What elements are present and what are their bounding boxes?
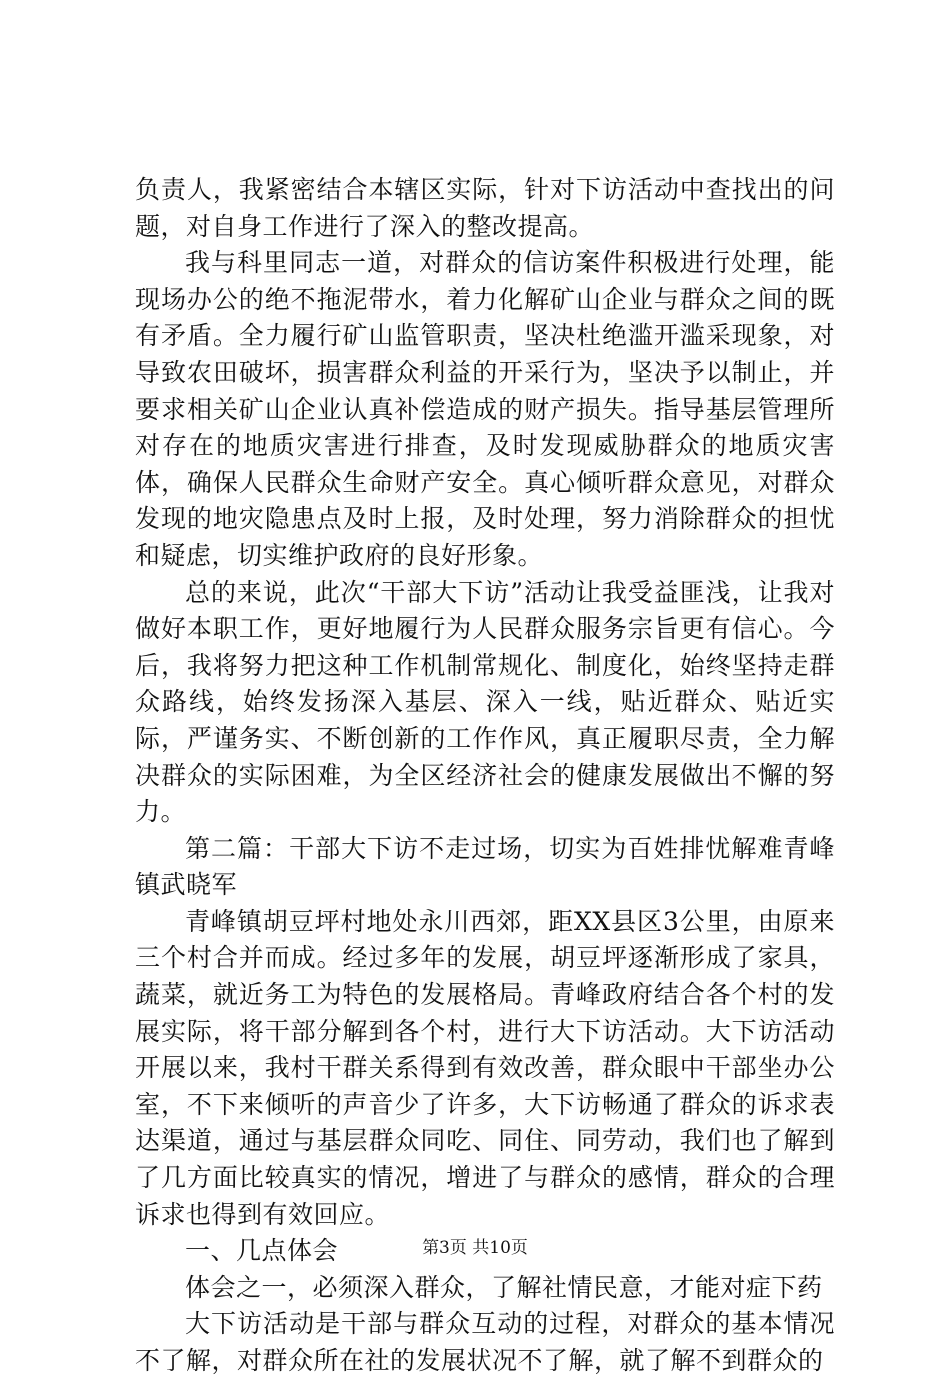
subheading: 体会之一，必须深入群众，了解社情民意，才能对症下药: [185, 1272, 823, 1302]
subheading: 一、几点体会: [185, 1236, 339, 1266]
paragraph: 负责人，我紧密结合本辖区实际，针对下访活动中查找出的问题，对自身工作进行了深入的整改提高。: [135, 175, 835, 241]
paragraph: 青峰镇胡豆坪村地处永川西郊，距XX县区3公里，由原来三个村合并而成。经过多年的发展，胡豆坪逐渐形成了家具，蔬菜，就近务工为特色的发展格局。青峰政府结合各个村的发展实际，将干部分解到各个村，进行大下访活动。大下访活动开展以来，我村干群关系得到有效改善，群众眼中干部坐办公室，不下来倾听的声音少了许多，大下访畅通了群众的诉求表达渠道，通过与基层群众同吃、同住、同劳动，我们也了解到了几方面比较真实的情况，增进了与群众的感情，群众的合理诉求也得到有效回应。: [135, 906, 835, 1229]
document-body: [135, 172, 835, 1380]
paragraph: 大下访活动是干部与群众互动的过程，对群众的基本情况不了解，对群众所在社的发展状况不了解，就了解不到群众的: [135, 1309, 835, 1375]
paragraph: 总的来说，此次“干部大下访”活动让我受益匪浅，让我对做好本职工作，更好地履行为人民群众服务宗旨更有信心。今后，我将努力把这种工作机制常规化、制度化，始终坚持走群众路线，始终发扬深入基层、深入一线，贴近群众、贴近实际，严谨务实、不断创新的工作作风，真正履职尽责，全力解决群众的实际困难，为全区经济社会的健康发展做出不懈的努力。: [135, 577, 835, 827]
paragraph: 我与科里同志一道，对群众的信访案件积极进行处理，能现场办公的绝不拖泥带水，着力化解矿山企业与群众之间的既有矛盾。全力履行矿山监管职责，坚决杜绝滥开滥采现象，对导致农田破坏，损害群众利益的开采行为，坚决予以制止，并要求相关矿山企业认真补偿造成的财产损失。指导基层管理所对存在的地质灾害进行排查，及时发现威胁群众的地质灾害体，确保人民群众生命财产安全。真心倾听群众意见，对群众发现的地灾隐患点及时上报，及时处理，努力消除群众的担忧和疑虑，切实维护政府的良好形象。: [135, 248, 835, 570]
section-heading: 第二篇：干部大下访不走过场，切实为百姓排忧解难青峰镇武晓军: [135, 833, 835, 900]
page-footer: 第3页 共10页: [422, 1238, 528, 1258]
